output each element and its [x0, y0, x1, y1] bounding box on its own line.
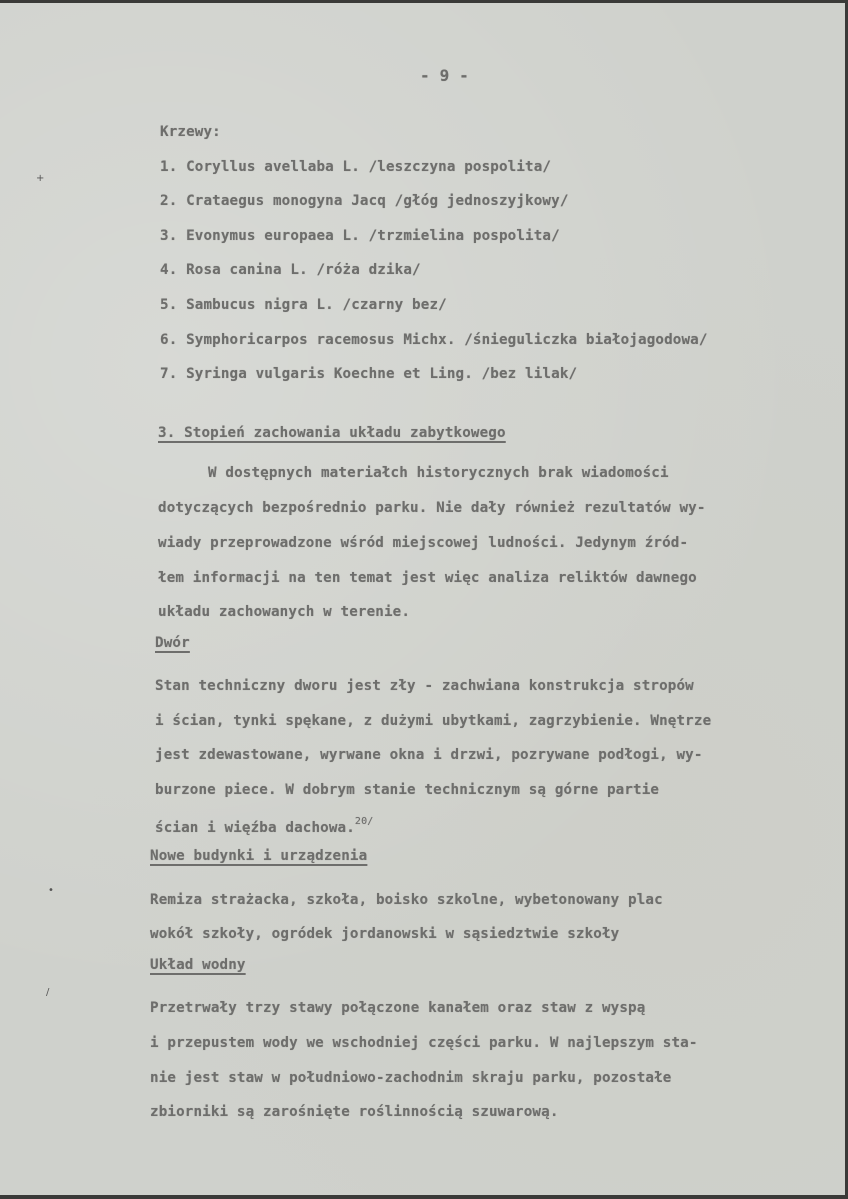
paragraph-line: jest zdewastowane, wyrwane okna i drzwi, pozrywane podłogi, wy-	[155, 747, 703, 763]
paragraph-line: W dostępnych materiałch historycznych brak wiadomości	[208, 465, 669, 481]
shrub-item: 6. Symphoricarpos racemosus Michx. /śnieguliczka białojagodowa/	[160, 332, 708, 348]
paragraph-line: wiady przeprowadzone wśród miejscowej ludności. Jedynym źród-	[158, 535, 689, 551]
paragraph-text: ścian i więźba dachowa.	[155, 820, 355, 836]
shrub-item: 4. Rosa canina L. /róża dzika/	[160, 262, 421, 278]
shrub-item: 7. Syringa vulgaris Koechne et Ling. /bez lilak/	[160, 366, 578, 382]
paragraph-line: wokół szkoły, ogródek jordanowski w sąsiedztwie szkoły	[150, 926, 620, 942]
paragraph-line: i przepustem wody we wschodniej części parku. W najlepszym sta-	[150, 1035, 698, 1051]
section-heading-preservation: 3. Stopień zachowania układu zabytkowego	[158, 425, 506, 441]
section-heading-new-buildings: Nowe budynki i urządzenia	[150, 848, 368, 864]
paragraph-line: Remiza strażacka, szkoła, boisko szkolne, wybetonowany plac	[150, 892, 663, 908]
footnote-ref: 20/	[354, 816, 374, 827]
shrub-item: 1. Coryllus avellaba L. /leszczyna pospolita/	[160, 159, 552, 175]
shrub-item: 5. Sambucus nigra L. /czarny bez/	[160, 297, 447, 313]
shrub-item: 3. Evonymus europaea L. /trzmielina pospolita/	[160, 228, 560, 244]
paragraph-line: zbiorniki są zarośnięte roślinnością szuwarową.	[150, 1104, 559, 1120]
paragraph-line: Przetrwały trzy stawy połączone kanałem oraz staw z wyspą	[150, 1000, 646, 1016]
paragraph-line: nie jest staw w południowo-zachodnim skraju parku, pozostałe	[150, 1070, 672, 1086]
paragraph-line: łem informacji na ten temat jest więc analiza reliktów dawnego	[158, 570, 697, 586]
paragraph-line: i ścian, tynki spękane, z dużymi ubytkami, zagrzybienie. Wnętrze	[155, 713, 712, 729]
document-page	[0, 3, 845, 1195]
paragraph-line-last	[155, 816, 373, 836]
section-heading-manor: Dwór	[155, 635, 190, 651]
margin-mark: •	[48, 885, 55, 896]
page-number: - 9 -	[420, 66, 469, 85]
section-heading-water: Układ wodny	[150, 957, 246, 973]
paragraph-line: układu zachowanych w terenie.	[158, 604, 411, 620]
margin-mark: +	[36, 173, 45, 184]
paragraph-line: burzone piece. W dobrym stanie technicznym są górne partie	[155, 782, 660, 798]
margin-mark: /	[46, 987, 50, 998]
paragraph-line: dotyczących bezpośrednio parku. Nie dały również rezultatów wy-	[158, 500, 706, 516]
shrub-item: 2. Crataegus monogyna Jacq /głóg jednoszyjkowy/	[160, 193, 569, 209]
shrubs-heading: Krzewy:	[160, 124, 221, 140]
paragraph-line: Stan techniczny dworu jest zły - zachwiana konstrukcja stropów	[155, 678, 694, 694]
